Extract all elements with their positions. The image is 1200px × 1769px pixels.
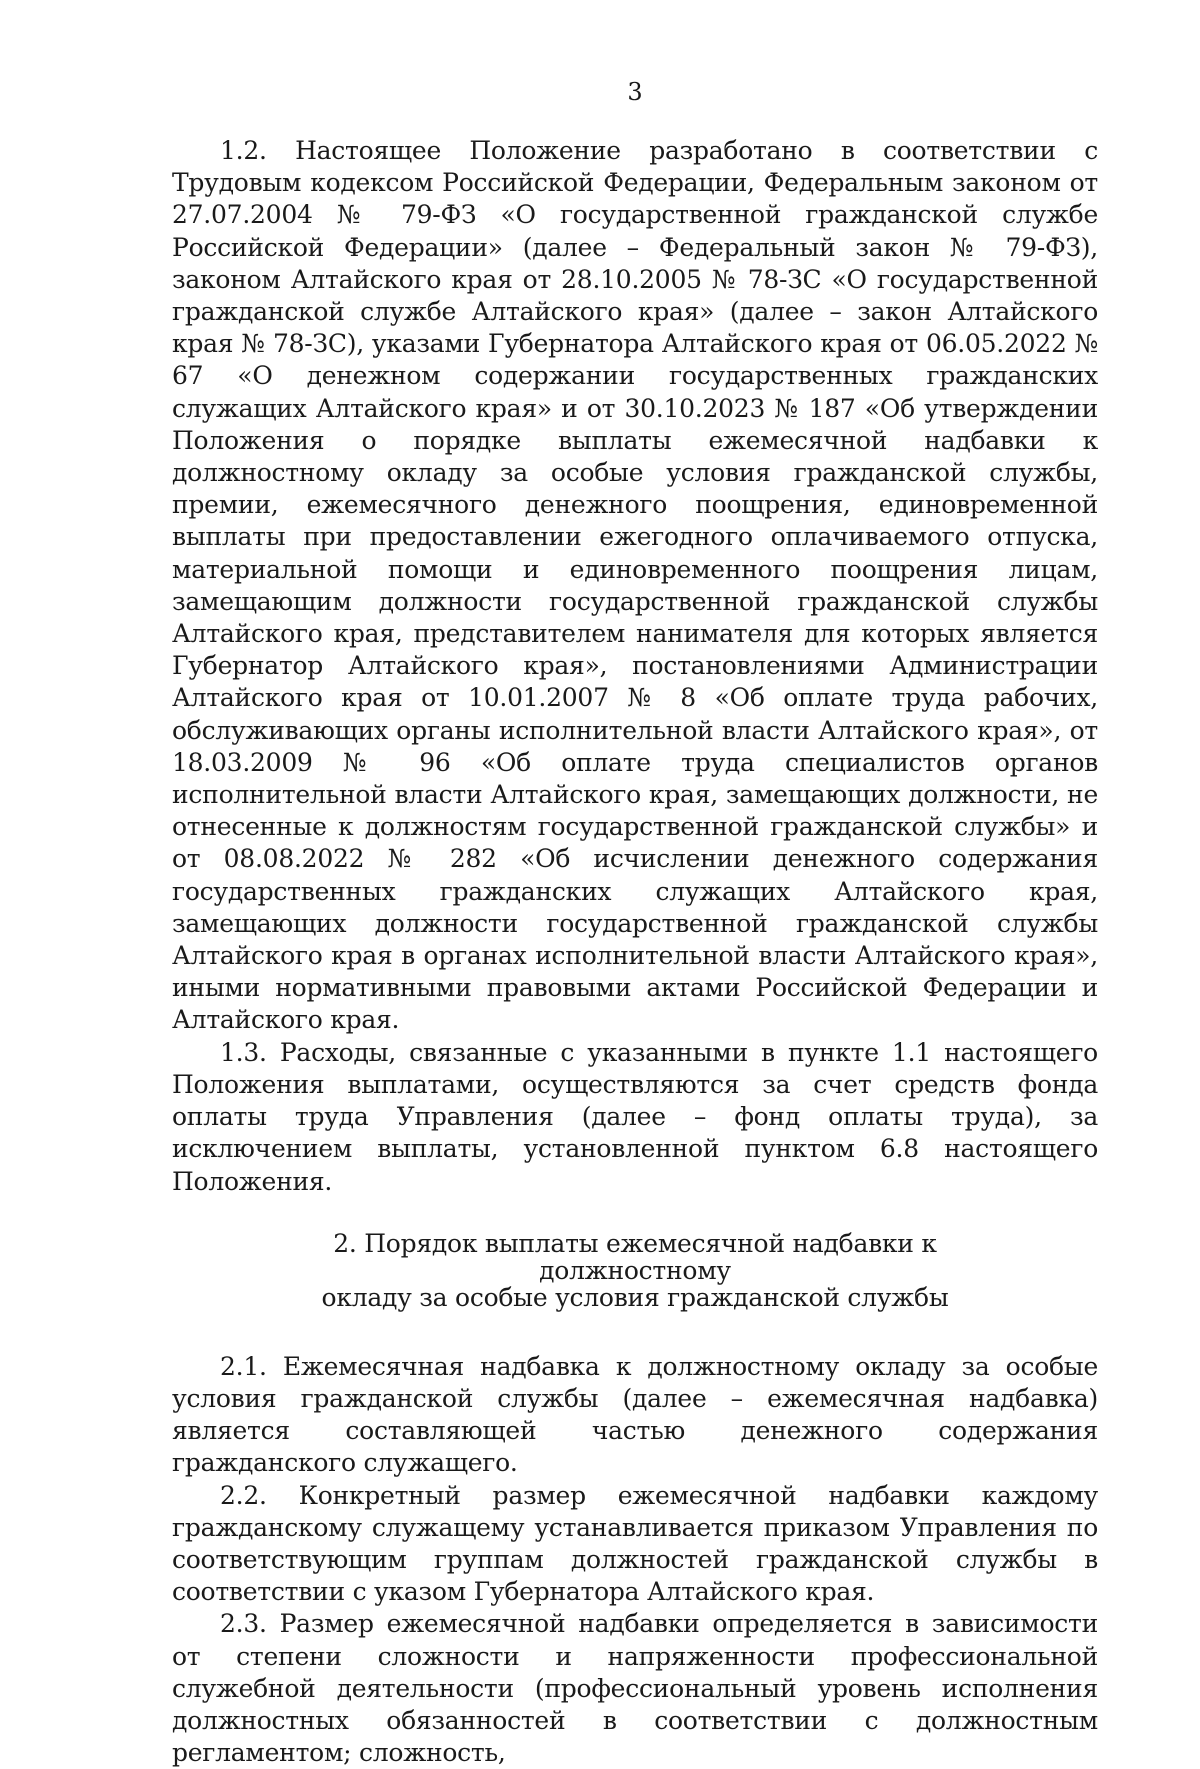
document-body xyxy=(172,135,1098,1769)
paragraph-1-3: 1.3. Расходы, связанные с указанными в пункте 1.1 настоящего Положения выплатами, осуществляются за счет средств фонда оплаты труда Управления (далее – фонд оплаты труда), за исключением выплаты, установленной пунктом 6.8 настоящего Положения. xyxy=(172,1037,1098,1196)
paragraph-2-1: 2.1. Ежемесячная надбавка к должностному окладу за особые условия гражданской службы (далее – ежемесячная надбавка) является составляющей частью денежного содержания гражданского служащего. xyxy=(172,1351,1098,1478)
page-number: 3 xyxy=(627,78,643,106)
section-2-heading xyxy=(172,1230,1098,1311)
paragraph-2-3: 2.3. Размер ежемесячной надбавки определяется в зависимости от степени сложности и напряженности профессиональной служебной деятельности (профессиональный уровень исполнения должностных обязанностей в соответствии с должностным регламентом; сложность, xyxy=(172,1609,1098,1768)
section-2-heading-line-1: 2. Порядок выплаты ежемесячной надбавки к должностному xyxy=(333,1228,937,1285)
section-2-heading-line-2: окладу за особые условия гражданской службы xyxy=(321,1282,949,1312)
paragraph-2-2: 2.2. Конкретный размер ежемесячной надбавки каждому гражданскому служащему устанавливается приказом Управления по соответствующим группам должностей гражданской службы в соответствии с указом Губернатора Алтайского края. xyxy=(172,1480,1098,1607)
paragraph-1-2: 1.2. Настоящее Положение разработано в соответствии с Трудовым кодексом Российской Федерации, Федеральным законом от 27.07.2004 № 79-ФЗ «О государственной гражданской службе Российской Федерации» (далее – Федеральный закон № 79-ФЗ), законом Алтайского края от 28.10.2005 № 78-ЗС «О государственной гражданской службе Алтайского края» (далее – закон Алтайского края № 78-ЗС), указами Губернатора Алтайского края от 06.05.2022 № 67 «О денежном содержании государственных гражданских служащих Алтайского края» и от 30.10.2023 № 187 «Об утверждении Положения о порядке выплаты ежемесячной надбавки к должностному окладу за особые условия гражданской службы, премии, ежемесячного денежного поощрения, единовременной выплаты при предоставлении ежегодного оплачиваемого отпуска, материальной помощи и единовременного поощрения лицам, замещающим должности государственной гражданской службы Алтайского края, представителем нанимателя для которых является Губернатор Алтайского края», постановлениями Администрации Алтайского края от 10.01.2007 № 8 «Об оплате труда рабочих, обслуживающих органы исполнительной власти Алтайского края», от 18.03.2009 № 96 «Об оплате труда специалистов органов исполнительной власти Алтайского края, замещающих должности, не отнесенные к должностям государственной гражданской службы» и от 08.08.2022 № 282 «Об исчислении денежного содержания государственных гражданских служащих Алтайского края, замещающих должности государственной гражданской службы Алтайского края в органах исполнительной власти Алтайского края», иными нормативными правовыми актами Российской Федерации и Алтайского края. xyxy=(172,136,1098,1035)
